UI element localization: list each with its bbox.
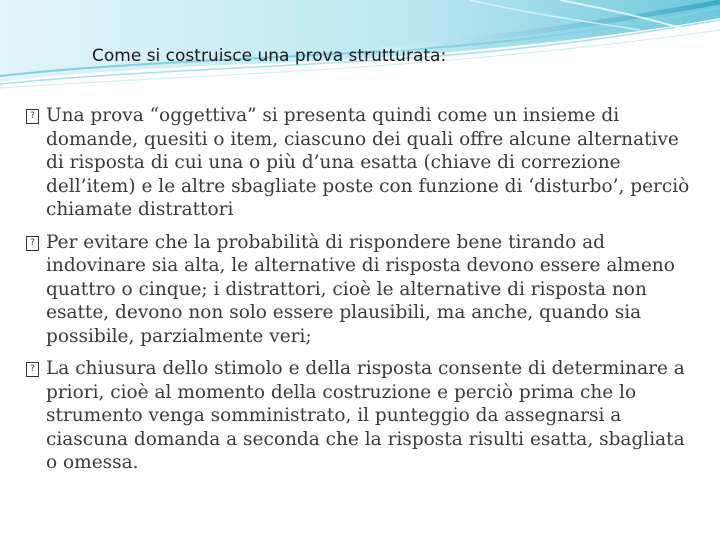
missing-glyph-bullet-icon: ? [26, 236, 39, 251]
slide-title: Come si costruisce una prova strutturata: [92, 46, 447, 66]
paragraph-text: La chiusura dello stimolo e della risposta consente di determinare a priori, cioè al momento della costruzione e perciò prima che lo strumento venga somministrato, il punteggio da assegnarsi a ciascuna domanda a seconda che la risposta risulti esatta, sbagliata o omessa. [46, 358, 685, 473]
list-item [26, 231, 698, 349]
list-item [26, 104, 698, 222]
slide-body [26, 104, 698, 484]
list-item [26, 357, 698, 475]
missing-glyph-bullet-icon: ? [26, 109, 39, 124]
paragraph-text: Per evitare che la probabilità di rispondere bene tirando ad indovinare sia alta, le alternative di risposta devono essere almeno quattro o cinque; i distrattori, cioè le alternative di risposta non esatte, devono non solo essere plausibili, ma anche, quando sia possibile, parzialmente veri; [46, 231, 675, 347]
missing-glyph-bullet-icon: ? [26, 362, 39, 377]
paragraph-text: Una prova “oggettiva” si presenta quindi come un insieme di domande, quesiti o item, ciascuno dei quali offre alcune alternative di risposta di cui una o più d’una esatta (chiave di correzione dell’item) e le altre sbagliate poste con funzione di ‘disturbo’, perciò chiamate distrattori [46, 105, 690, 220]
